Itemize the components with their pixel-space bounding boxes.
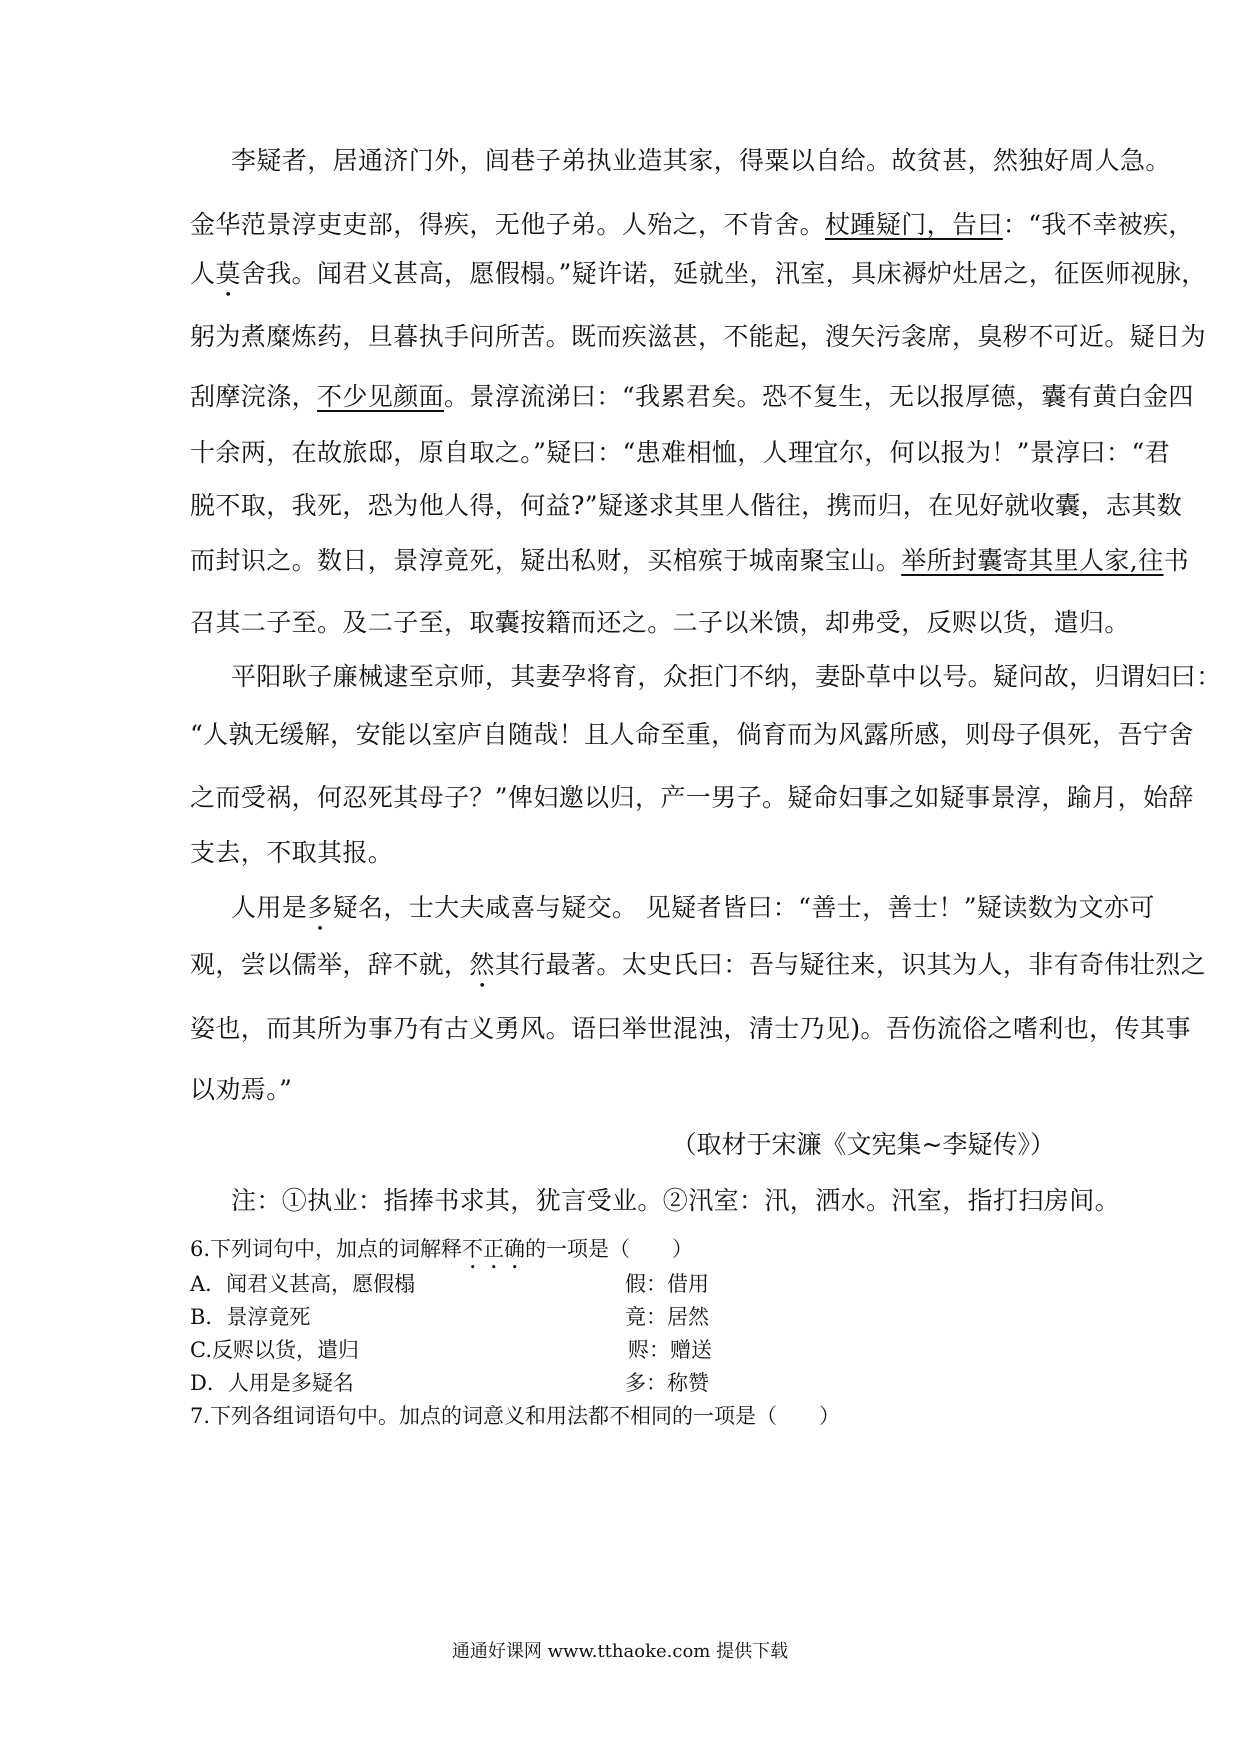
passage-line-14: [231, 893, 1155, 937]
passage-line-10: [231, 662, 1222, 692]
passage-line-3: [190, 259, 1207, 303]
option-c-definition: 赆：赠送: [628, 1338, 712, 1362]
passage-text: 平阳耿子廉械逮至京师，其妻孕将育，众拒门不纳，妻卧草中以号。疑问故，归谓妇曰：: [231, 662, 1222, 691]
option-d-definition: 多：称赞: [625, 1371, 709, 1395]
passage-line-5: [190, 382, 1194, 412]
passage-text: 脱不取，我死，恐为他人得，何益?”疑遂求其里人偕往，携而归，在见好就收囊，志其数: [190, 491, 1183, 520]
passage-line-15: [190, 950, 1207, 994]
passage-line-2: [190, 210, 1194, 240]
option-a-definition: 假：借用: [625, 1272, 709, 1296]
option-b-definition: 竟：居然: [625, 1305, 709, 1329]
passage-text: 。景淳流涕曰：“我累君矣。恐不复生，无以报厚德，囊有黄白金四: [444, 382, 1194, 411]
passage-line-16: [190, 1014, 1191, 1044]
passage-text: 之而受祸，何忍死其母子？”俾妇邀以归，产一男子。疑命妇事之如疑事景淳，踰月，始辞: [190, 783, 1194, 812]
passage-line-4: [190, 322, 1207, 352]
passage-line-12: [190, 783, 1194, 813]
option-c-text: C.反赆以货，遣归: [190, 1338, 359, 1362]
dotted-word: 多: [307, 893, 333, 922]
underlined-phrase: 不少见颜面: [317, 382, 445, 411]
passage-line-17: [190, 1075, 1070, 1105]
passage-text: 姿也，而其所为事乃有古义勇风。语曰举世混浊，清士乃见)。吾伤流俗之嗜利也，传其事: [190, 1014, 1191, 1043]
question-text: 的一项是（ ）: [525, 1237, 694, 1261]
passage-text: 召其二子至。及二子至，取囊按籍而还之。二子以米馈，却弗受，反赆以货，遣归。: [190, 608, 1130, 637]
passage-text: 支去，不取其报。: [190, 838, 394, 867]
passage-text: ：“我不幸被疾，: [1002, 210, 1194, 239]
passage-line-7: [190, 491, 1183, 521]
question-text: 6.下列词句中，加点的词解释: [190, 1237, 463, 1261]
passage-line-13: [190, 838, 1070, 868]
passage-note: 注：①执业：指捧书求其，犹言受业。②汛室：汛，洒水。汛室，指打扫房间。: [231, 1186, 1121, 1215]
underlined-phrase: 杖踵疑门，告曰: [825, 210, 1003, 239]
option-a-text: A．闻君义甚高，愿假榻: [190, 1272, 416, 1296]
passage-text: 刮摩浣涤，: [190, 382, 318, 411]
passage-text: 以劝焉。”: [190, 1075, 293, 1104]
passage-text: 疑名，士大夫咸喜与疑交。 见疑者皆曰：“善士，善士！”疑读数为文亦可: [332, 893, 1155, 922]
passage-text: 而封识之。数日，景淳竟死，疑出私财，买棺殡于城南聚宝山。: [190, 546, 902, 575]
question-7-stem: 7.下列各组词语句中。加点的词意义和用法都不相同的一项是（ ）: [190, 1404, 841, 1428]
passage-text: 观，尝以儒举，辞不就，: [190, 950, 470, 979]
passage-text: 躬为煮糜炼药，旦暮执手问所苦。既而疾滋甚，不能起，溲矢污衾席，臭秽不可近。疑日为: [190, 322, 1207, 351]
passage-text: 人用是: [231, 893, 308, 922]
passage-line-8: [190, 546, 1189, 576]
question-6-stem: [190, 1236, 693, 1274]
passage-text: 书: [1163, 546, 1189, 575]
passage-line-11: [190, 720, 1194, 750]
dotted-word: 然: [469, 950, 495, 979]
option-d-text: D．人用是多疑名: [190, 1371, 354, 1395]
passage-line-9: [190, 608, 1130, 638]
passage-line-1: [231, 146, 1171, 176]
option-b-text: B．景淳竟死: [190, 1305, 311, 1329]
dotted-word: 不正确: [462, 1237, 526, 1261]
passage-text: 李疑者，居通济门外，闾巷子弟执业造其家，得粟以自给。故贫甚，然独好周人急。: [231, 146, 1171, 175]
passage-line-6: [190, 438, 1171, 468]
passage-text: 金华范景淳吏吏部，得疾，无他子弟。人殆之，不肯舍。: [190, 210, 826, 239]
passage-text: 十余两，在故旅邸，原自取之。”疑曰：“患难相恤，人理宜尔，何以报为！”景淳曰：“君: [190, 438, 1171, 467]
passage-source: （取材于宋濂《文宪集~李疑传》）: [671, 1130, 1055, 1159]
page-footer: 通通好课网 www.tthaoke.com 提供下载: [451, 1641, 789, 1662]
passage-text: 舍我。闻君义甚高，愿假榻。”疑许诺，延就坐，汛室，具床褥炉灶居之，征医师视脉，: [240, 259, 1207, 288]
underlined-phrase: 举所封囊寄其里人家,往: [901, 546, 1164, 575]
passage-text: “人孰无缓解，安能以室庐自随哉！且人命至重，倘育而为风露所感，则母子俱死，吾宁舍: [190, 720, 1194, 749]
passage-text: 其行最著。太史氏曰：吾与疑往来，识其为人，非有奇伟壮烈之: [494, 950, 1207, 979]
passage-text: 人: [190, 259, 216, 288]
dotted-word: 莫: [215, 259, 241, 288]
